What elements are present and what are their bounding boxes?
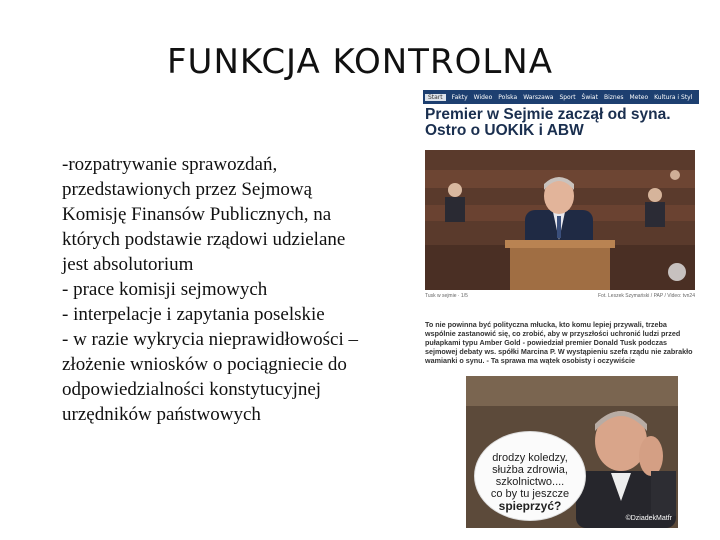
speech-bubble-text	[474, 452, 586, 512]
news-article-image	[423, 90, 699, 372]
nav-item: Świat	[581, 93, 598, 101]
meme-image	[466, 376, 678, 528]
body-line: złożenie wniosków o pociągniecie do	[62, 354, 347, 375]
body-line: - w razie wykrycia nieprawidłowości –	[62, 329, 358, 350]
bubble-punchline: spieprzyć?	[498, 499, 562, 513]
news-nav-bar	[423, 90, 699, 104]
body-line: - prace komisji sejmowych	[62, 279, 268, 300]
nav-item: Meteo	[629, 93, 649, 101]
slide-body	[62, 152, 412, 427]
news-caption	[425, 293, 695, 299]
slide-title: FUNKCJA KONTROLNA	[167, 42, 553, 82]
body-line: których podstawie rządowi udzielane	[62, 229, 346, 250]
body-line: - interpelacje i zapytania poselskie	[62, 304, 325, 325]
watermark: ©DziadekMatfr	[625, 515, 672, 522]
nav-item: Polska	[498, 93, 518, 101]
bubble-line: szkolnictwo....	[495, 476, 565, 488]
body-line: -rozpatrywanie sprawozdań,	[62, 154, 278, 175]
headline-line: Premier w Sejmie zaczął od syna.	[425, 106, 671, 123]
nav-item: Kultura i Styl	[654, 93, 693, 101]
caption-left: Tusk w sejmie · 1/5	[425, 293, 468, 299]
nav-item: Biznes	[603, 93, 624, 101]
news-photo	[425, 150, 695, 290]
nav-item: Start	[425, 94, 446, 101]
bubble-line: drodzy koledzy,	[492, 452, 568, 464]
body-line: jest absolutorium	[62, 254, 194, 275]
headline-line: Ostro o UOKIK i ABW	[425, 122, 584, 139]
caption-right: Fot. Leszek Szymański / PAP / Video: tvn24	[598, 293, 695, 299]
bubble-line: co by tu jeszcze	[490, 488, 570, 500]
body-line: Komisję Finansów Publicznych, na	[62, 204, 332, 225]
nav-item: Sport	[559, 93, 576, 101]
body-line: urzędników państwowych	[62, 404, 261, 425]
body-line: przedstawionych przez Sejmową	[62, 179, 313, 200]
bubble-line: służba zdrowia,	[492, 464, 568, 476]
nav-item: Warszawa	[523, 93, 554, 101]
nav-item: Fakty	[451, 93, 468, 101]
parliament-speaker-illustration	[425, 150, 695, 290]
news-lead: To nie powinna być polityczna młucka, kto komu lepiej przywali, trzeba wspólnie zastanowić się, co zrobić, aby w przyszłości uchronić ludzi przed pułapkami typu Amber Gold - powiedział premier Donald Tusk podczas sejmowej debaty ws. spółki Marcina P. W wystąpieniu szefa rządu nie zabrakło wamianki o synu. - Ta sprawa ma wątek osobisty i oczywiście	[425, 320, 693, 365]
nav-item: Wideo	[473, 93, 493, 101]
news-headline	[423, 104, 699, 139]
body-line: odpowiedzialności konstytucyjnej	[62, 379, 322, 400]
